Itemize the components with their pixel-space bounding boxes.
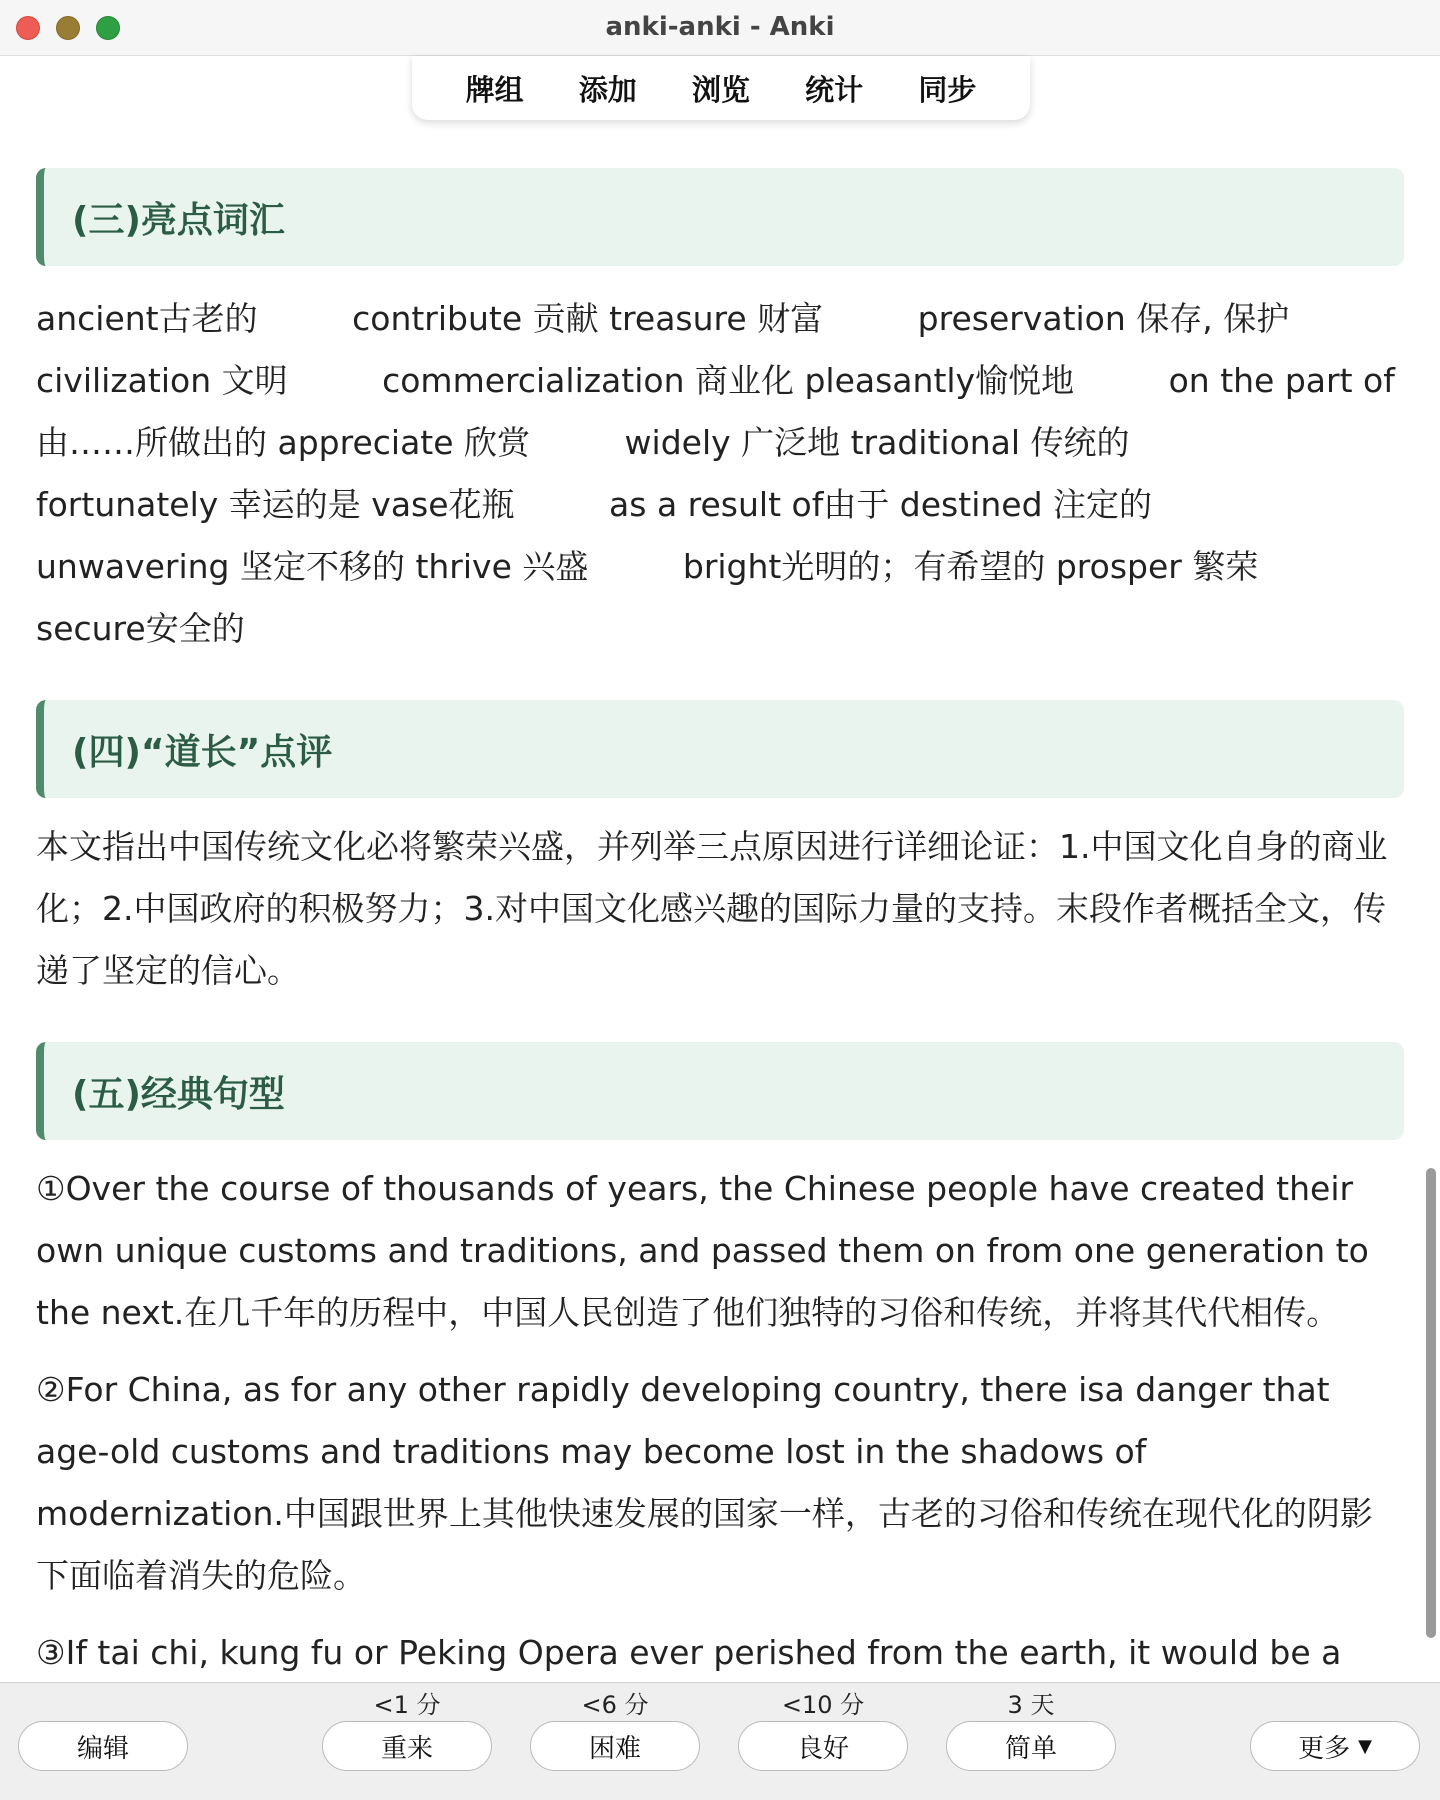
good-button[interactable] bbox=[738, 1721, 908, 1771]
vocab-item: preservation 保存, 保护 civilization 文明 bbox=[36, 299, 1290, 400]
section-title-sentences: (五)经典句型 bbox=[72, 1073, 285, 1115]
tab-browse[interactable]: 浏览 bbox=[691, 72, 750, 107]
vocab-item: fortunately 幸运的是 vase花瓶 bbox=[36, 485, 515, 524]
scrollbar-thumb[interactable] bbox=[1426, 1168, 1436, 1638]
tab-add[interactable]: 添加 bbox=[578, 72, 637, 107]
again-button-label: 重来 bbox=[380, 1733, 433, 1764]
vocab-item: unwavering 坚定不移的 thrive 兴盛 bbox=[36, 547, 589, 586]
vocab-item: contribute 贡献 treasure 财富 bbox=[352, 299, 824, 338]
caret-down-icon: ▼ bbox=[1358, 1735, 1372, 1757]
sentence-item: ①Over the course of thousands of years, the Chinese people have created their own unique customs and traditions, and passed them on from one generation to the next.在几千年的历程中，中国人民创造了他们独特的习俗和传统，并将其代代相传。 bbox=[36, 1169, 1369, 1332]
tab-decks[interactable]: 牌组 bbox=[465, 72, 524, 107]
tab-sync[interactable]: 同步 bbox=[918, 72, 977, 107]
sentence-list bbox=[36, 1158, 1404, 1680]
sentence-item: ②For China, as for any other rapidly developing country, there isa danger that age-old customs and traditions may become lost in the shadows of modernization.中国跟世界上其他快速发展的国家一样，古老的习俗和传统在现代化的阴影下面临着消失的危险。 bbox=[36, 1370, 1373, 1595]
again-button[interactable] bbox=[322, 1721, 492, 1771]
vocab-item: as a result of由于 destined 注定的 bbox=[609, 485, 1153, 524]
card-content bbox=[36, 168, 1404, 1680]
edit-button[interactable] bbox=[18, 1721, 188, 1771]
section-title-vocab: (三)亮点词汇 bbox=[72, 199, 285, 241]
vocab-item: widely 广泛地 traditional 传统的 bbox=[624, 423, 1130, 462]
vocab-item: bright光明的；有希望的 prosper 繁荣 bbox=[682, 547, 1259, 586]
section-header-vocab bbox=[36, 168, 1404, 266]
sentence-item: ③If tai chi, kung fu or Peking Opera ever perished from the earth, it would be a bbox=[36, 1633, 1342, 1672]
easy-button-label: 简单 bbox=[1004, 1733, 1057, 1764]
comment-paragraph: 本文指出中国传统文化必将繁荣兴盛，并列举三点原因进行详细论证：1.中国文化自身的商业化；2.中国政府的积极努力；3.对中国文化感兴趣的国际力量的支持。末段作者概括全文，传递了坚定的信心。 bbox=[36, 827, 1388, 990]
hard-button-label: 困难 bbox=[588, 1733, 641, 1764]
section-header-sentences bbox=[36, 1042, 1404, 1140]
title-bar bbox=[0, 0, 1440, 56]
hard-button[interactable] bbox=[530, 1721, 700, 1771]
easy-interval: 3 天 bbox=[1007, 1691, 1055, 1719]
main-toolbar bbox=[412, 56, 1030, 120]
edit-button-label: 编辑 bbox=[76, 1733, 129, 1764]
good-button-label: 良好 bbox=[796, 1733, 849, 1764]
more-button[interactable] bbox=[1250, 1721, 1420, 1771]
vocab-item: secure安全的 bbox=[36, 609, 245, 648]
vocab-item: ancient古老的 bbox=[36, 299, 258, 338]
tab-stats[interactable]: 统计 bbox=[805, 72, 864, 107]
section-header-comment bbox=[36, 700, 1404, 798]
more-button-label: 更多 bbox=[1298, 1733, 1351, 1764]
hard-interval: <6 分 bbox=[581, 1691, 649, 1719]
vocab-item: on the part of 由……所做出的 appreciate 欣赏 bbox=[36, 361, 1395, 462]
again-interval: <1 分 bbox=[373, 1691, 441, 1719]
window-title: anki-anki - Anki bbox=[605, 12, 835, 42]
vocab-list bbox=[36, 288, 1404, 660]
easy-button[interactable] bbox=[946, 1721, 1116, 1771]
section-title-comment: (四)“道长”点评 bbox=[72, 731, 333, 773]
vertical-scrollbar[interactable] bbox=[1420, 1168, 1440, 1638]
good-interval: <10 分 bbox=[781, 1691, 865, 1719]
answer-bar bbox=[0, 1682, 1440, 1800]
vocab-item: commercialization 商业化 pleasantly愉悦地 bbox=[382, 361, 1075, 400]
